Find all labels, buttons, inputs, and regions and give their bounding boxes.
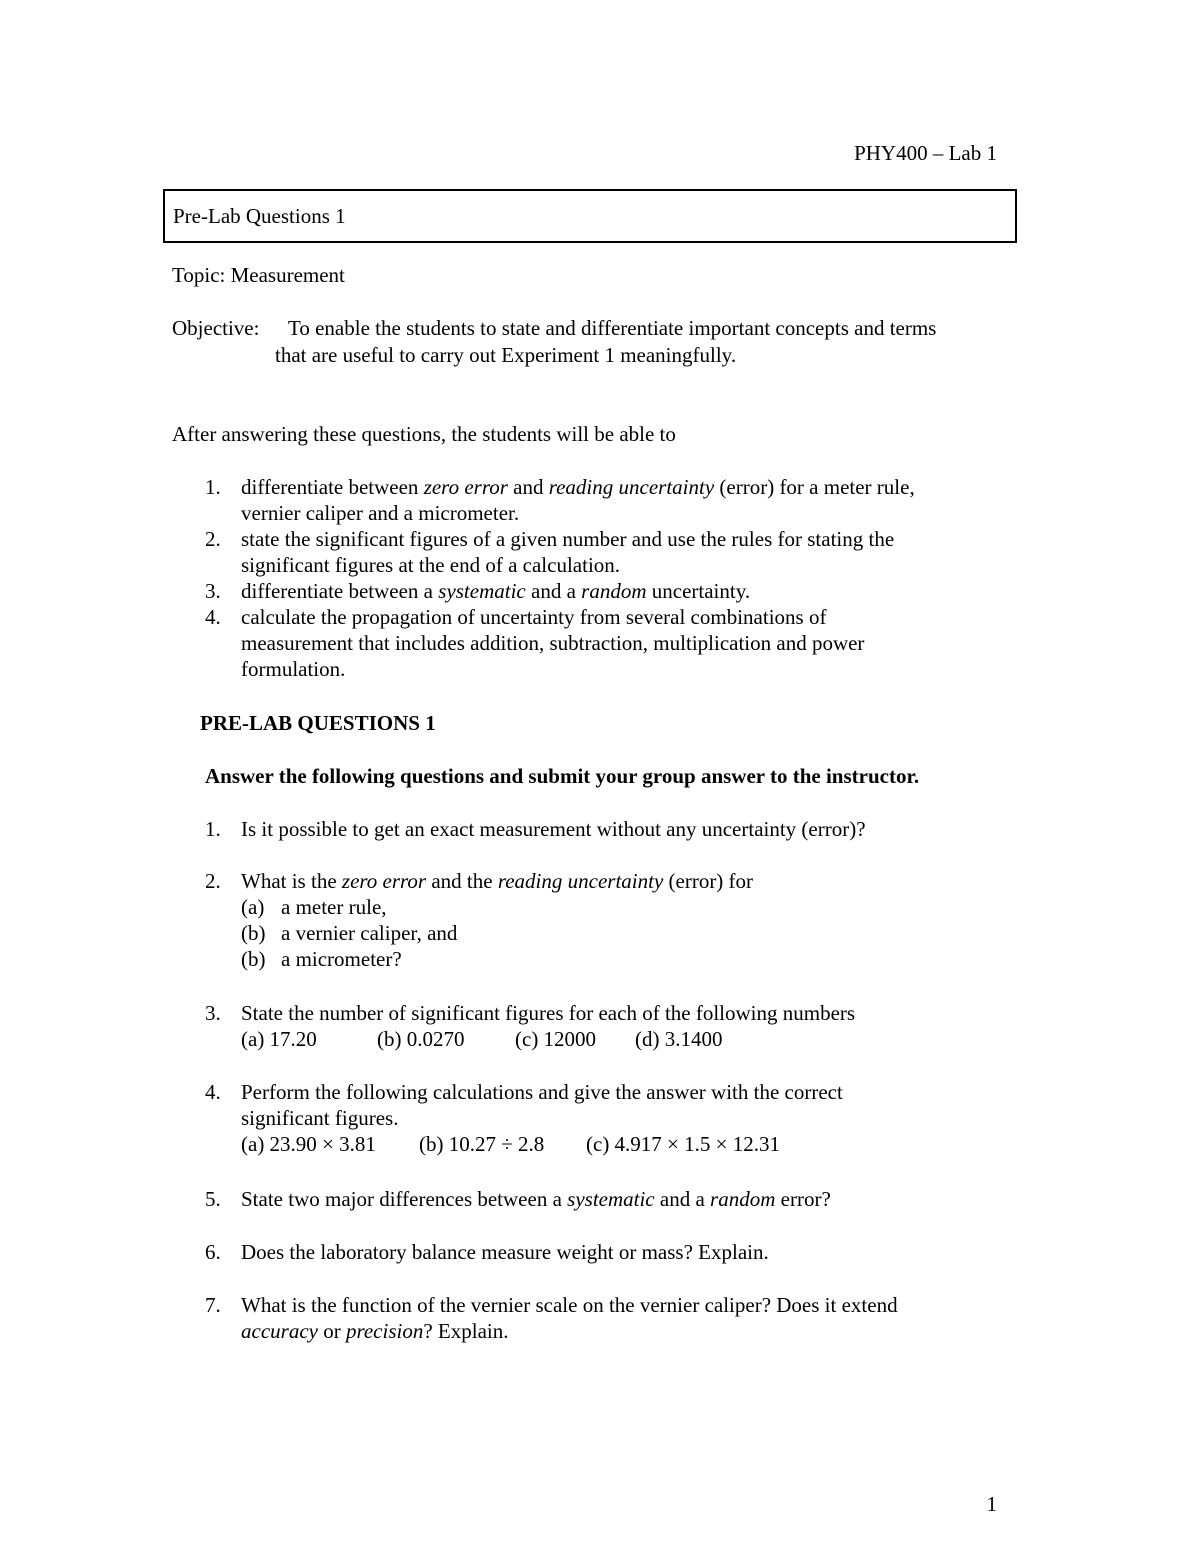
answer-options [241, 1026, 855, 1052]
intro-line: After answering these questions, the students will be able to [172, 422, 676, 446]
emphasis: zero error [341, 869, 427, 893]
objective-line-2: that are useful to carry out Experiment 1 meaningfully. [275, 343, 737, 367]
text: and the [426, 869, 498, 893]
text: vernier caliper and a micrometer. [241, 501, 520, 525]
question-number: 7. [205, 1293, 221, 1317]
text: ? Explain. [423, 1319, 509, 1343]
question-body [241, 1186, 831, 1212]
item-number: 4. [205, 605, 221, 629]
emphasis: systematic [438, 579, 526, 603]
objective-line-1: To enable the students to state and differentiate important concepts and terms [288, 316, 937, 340]
question-body [241, 868, 753, 972]
emphasis: reading uncertainty [548, 475, 715, 499]
sub-label: (b) [241, 921, 266, 945]
question-number: 5. [205, 1187, 221, 1211]
box-title: Pre-Lab Questions 1 [173, 204, 346, 228]
question-text: What is the function of the vernier scale on the vernier caliper? Does it extend [241, 1293, 898, 1317]
option: (a) 17.20 [241, 1027, 317, 1051]
question-body [241, 1000, 855, 1052]
question-text: State the number of significant figures for each of the following numbers [241, 1001, 856, 1025]
emphasis: zero error [423, 475, 508, 499]
text: (error) for [663, 869, 754, 893]
title-box [163, 189, 1017, 243]
question-body [241, 1292, 898, 1344]
text: and [507, 475, 549, 499]
question-text: significant figures. [241, 1106, 399, 1130]
sub-item [241, 920, 753, 946]
instruction-line: Answer the following questions and submit your group answer to the instructor. [205, 764, 920, 788]
question-number: 3. [205, 1001, 221, 1025]
option: (c) 12000 [515, 1027, 597, 1051]
question-number: 2. [205, 869, 221, 893]
option: (a) 23.90 × 3.81 [241, 1132, 376, 1156]
option: (c) 4.917 × 1.5 × 12.31 [586, 1132, 780, 1156]
emphasis: accuracy [241, 1319, 318, 1343]
sub-item [241, 894, 753, 920]
text: formulation. [241, 657, 346, 681]
sub-text: a meter rule, [281, 895, 387, 919]
emphasis: systematic [567, 1187, 655, 1211]
option: (b) 0.0270 [377, 1027, 465, 1051]
text: or [317, 1319, 346, 1343]
question-number: 1. [205, 817, 221, 841]
text: differentiate between [241, 475, 424, 499]
question-body [241, 1079, 843, 1157]
text: calculate the propagation of uncertainty from several combinations of [241, 605, 827, 629]
question-number: 4. [205, 1080, 221, 1104]
emphasis: random [581, 579, 647, 603]
question-text: Perform the following calculations and give the answer with the correct [241, 1080, 843, 1104]
objective-label: Objective: [172, 316, 260, 340]
text: error? [775, 1187, 831, 1211]
text: significant figures at the end of a calculation. [241, 553, 621, 577]
text: and a [654, 1187, 711, 1211]
course-header: PHY400 – Lab 1 [854, 141, 997, 165]
item-number: 3. [205, 579, 221, 603]
emphasis: reading uncertainty [497, 869, 664, 893]
item-number: 2. [205, 527, 221, 551]
answer-options [241, 1131, 843, 1157]
objective-item [205, 604, 1005, 682]
text: (error) for a meter rule, [714, 475, 915, 499]
text: differentiate between a [241, 579, 439, 603]
text: What is the [241, 869, 342, 893]
question-text: Is it possible to get an exact measurement without any uncertainty (error)? [241, 817, 866, 841]
objective-item [205, 474, 1005, 526]
text: State two major differences between a [241, 1187, 568, 1211]
page-number: 1 [986, 1492, 997, 1516]
question-text: Does the laboratory balance measure weight or mass? Explain. [241, 1240, 769, 1264]
learning-objectives-list [205, 474, 1005, 682]
section-heading: PRE-LAB QUESTIONS 1 [200, 711, 436, 735]
emphasis: random [710, 1187, 776, 1211]
emphasis: precision [345, 1319, 424, 1343]
sub-text: a micrometer? [281, 947, 402, 971]
text: uncertainty. [646, 579, 751, 603]
sub-item [241, 946, 753, 972]
sub-label: (b) [241, 947, 266, 971]
text: and a [525, 579, 582, 603]
item-number: 1. [205, 475, 221, 499]
question-number: 6. [205, 1240, 221, 1264]
objective-item [205, 526, 1005, 578]
topic-line: Topic: Measurement [172, 263, 345, 287]
sub-text: a vernier caliper, and [281, 921, 458, 945]
option: (d) 3.1400 [635, 1027, 723, 1051]
text: state the significant figures of a given number and use the rules for stating the [241, 527, 895, 551]
text: measurement that includes addition, subtraction, multiplication and power [241, 631, 865, 655]
objective-item [205, 578, 1005, 604]
sub-label: (a) [241, 895, 265, 919]
option: (b) 10.27 ÷ 2.8 [419, 1132, 545, 1156]
